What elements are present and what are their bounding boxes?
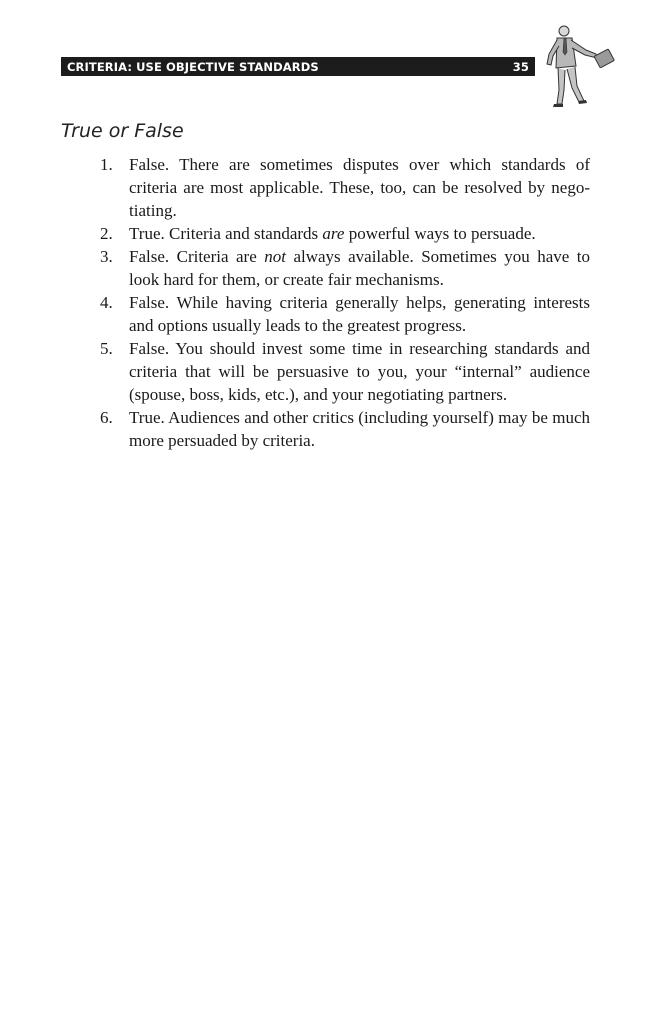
answer-list (93, 153, 590, 452)
answer-text: always available. Sometimes you have to look hard for them, or create fair mechanisms. (129, 247, 590, 289)
answer-item-3 (93, 245, 590, 291)
answer-text: False. Criteria are (129, 247, 265, 266)
answer-item-5 (93, 337, 590, 406)
running-title: CRITERIA: USE OBJECTIVE STANDARDS (67, 59, 319, 74)
answer-number: 3. (100, 247, 113, 266)
answer-item-1 (93, 153, 590, 222)
answer-item-4 (93, 291, 590, 337)
section-title: True or False (61, 120, 184, 142)
running-header (61, 57, 535, 76)
answer-text: powerful ways to persuade. (344, 224, 536, 243)
answer-text: False. There are sometimes disputes over which standards of criteria are most applicable. These, too, can be resolved by negotiating. (129, 155, 590, 220)
emphasized-word: are (322, 224, 345, 243)
businessman-with-briefcase-icon (544, 24, 618, 108)
answer-number: 6. (100, 408, 113, 427)
answer-text: False. You should invest some time in researching standards and criteria that will be persuasive to you, your “internal” audience (spouse, boss, kids, etc.), and your negotiating partners. (129, 339, 590, 404)
answer-text: True. Criteria and standards (129, 224, 323, 243)
emphasized-word: not (264, 247, 286, 266)
answer-item-2 (93, 222, 590, 245)
answer-number: 4. (100, 293, 113, 312)
answer-text: True. Audiences and other critics (including yourself) may be much more persuaded by criteria. (129, 408, 590, 450)
answer-number: 1. (100, 155, 113, 174)
answer-item-6 (93, 406, 590, 452)
answer-number: 5. (100, 339, 113, 358)
answer-number: 2. (100, 224, 113, 243)
answer-text: False. While having criteria generally helps, generating interests and options usually leads to the greatest progress. (129, 293, 590, 335)
page-number: 35 (512, 59, 529, 74)
